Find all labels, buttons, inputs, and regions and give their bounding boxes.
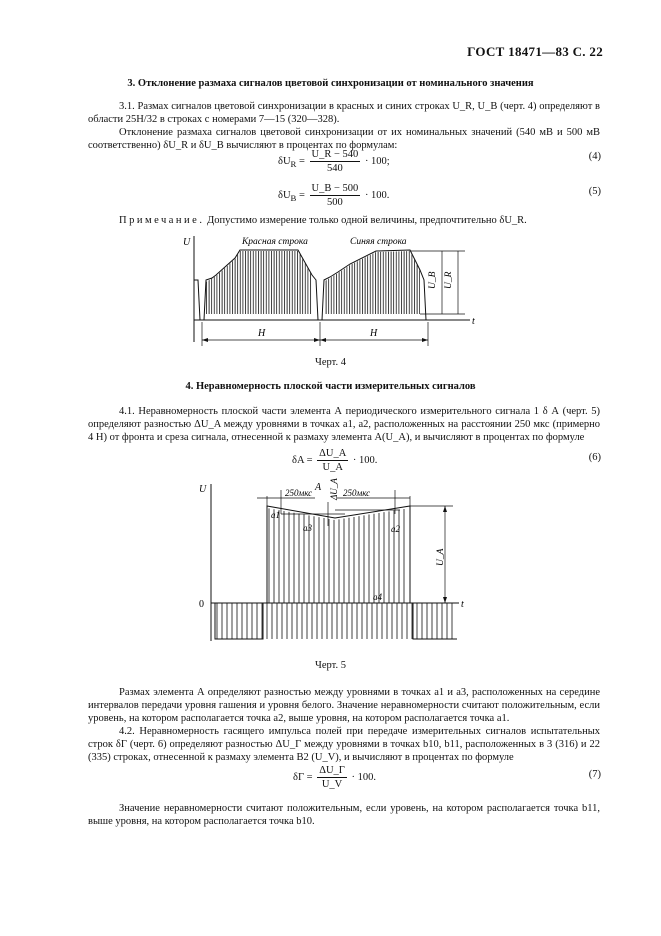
fig5-dim-left: 250мкс bbox=[285, 488, 313, 498]
formula-6-number: (6) bbox=[588, 452, 601, 463]
fig5-label-ua: U_A bbox=[436, 548, 446, 566]
paragraph-last: Значение неравномерности считают положительным, если уровень, на котором располагается точка b11, выше уровня, на котором располагается точка b10. bbox=[88, 803, 600, 827]
fig5-zero: 0 bbox=[199, 599, 204, 610]
formula-7: δГ = $\frac{\Delta U\_Г}{U\_V}$ · 100. bbox=[293, 765, 376, 790]
section-4-title: 4. Неравномерность плоской части измерительных сигналов bbox=[185, 381, 476, 392]
paragraph-razmah: Размах элемента А определяют разностью между уровнями в точках a1 и a3, расположенных на середине интервалов передачи уровня гашения и уровня белого. Значение неравномерности считают положительным, если уровень, на котором располагается точка a2, выше уровня, на котором располагается точка a1. bbox=[88, 687, 600, 724]
paragraph-3-1: 3.1. Размах сигналов цветовой синхронизации в красных и синих строках U_R, U_B (черт. 4) определяют в области 25H/32 в строках с номерами 7—15 (320—328). bbox=[88, 101, 600, 125]
fig4-label-red: Красная строка bbox=[242, 237, 308, 247]
note-text: Допустимо измерение только одной величины, предпочтительно δU_R. bbox=[207, 215, 527, 226]
fig4-axis-u: U bbox=[183, 237, 191, 248]
fig5-axis-t: t bbox=[461, 599, 464, 610]
formula-4-number: (4) bbox=[588, 151, 601, 162]
fig4-label-ub: U_B bbox=[428, 271, 438, 289]
note-label: Примечание. bbox=[119, 215, 205, 226]
fig5-point-a2: a2 bbox=[391, 524, 400, 534]
fig5-label-a: A bbox=[315, 482, 322, 493]
paragraph-3-1-deviation: Отклонение размаха сигналов цветовой синхронизации от их номинальных значений (540 мВ и 500 мВ соответственно) δU_R и δU_B вычисляют в процентах по формулам: bbox=[88, 127, 600, 151]
fig5-label-dua: ΔU_A bbox=[329, 478, 339, 500]
figure-4-caption: Черт. 4 bbox=[315, 357, 346, 368]
fig4-label-h2: H bbox=[370, 328, 378, 339]
note bbox=[88, 214, 600, 227]
section-3-title: 3. Отклонение размаха сигналов цветовой синхронизации от номинального значения bbox=[127, 78, 534, 89]
paragraph-4-1: 4.1. Неравномерность плоской части элемента А периодического измерительного сигнала 1 δ А (черт. 5) определяют разностью ΔU_A между уровнями в точках a1, a2, расположенных на расстоянии 250 мкс (примерно 4 H) от фронта и среза сигнала, отнесенной к размаху элемента А(U_A), и вычисляют в процентах по формуле bbox=[88, 406, 600, 443]
formula-5: $\delta U_B$ = $\frac{U\_B - 500}{500}$ · 100. bbox=[278, 183, 390, 208]
figure-4-waveform bbox=[180, 230, 490, 352]
figure-5-caption: Черт. 5 bbox=[315, 660, 346, 671]
fig5-dim-right: 250мкс bbox=[343, 488, 371, 498]
formula-5-number: (5) bbox=[588, 186, 601, 197]
fig5-axis-u: U bbox=[199, 484, 207, 495]
fig4-red-line-burst bbox=[206, 251, 312, 314]
fig4-axis-t: t bbox=[472, 316, 475, 327]
fig4-label-ur: U_R bbox=[444, 271, 454, 289]
figure-5-waveform bbox=[195, 476, 475, 646]
fig4-label-blue: Синяя строка bbox=[350, 237, 407, 247]
fig5-point-a1: a1 bbox=[271, 510, 280, 520]
page-header: ГОСТ 18471—83 С. 22 bbox=[467, 44, 603, 59]
fig4-label-h1: H bbox=[258, 328, 266, 339]
paragraph-4-2: 4.2. Неравномерность гасящего импульса полей при передаче измерительных сигналов испытательных строк δГ (черт. 6) определяют разностью ΔU_Г между уровнями в точках b10, b11, расположенных в 3 (316) и 22 (335) строках, отнесенной к размаху элемента В2 (U_V), и вычисляют в процентах по формуле bbox=[88, 726, 600, 763]
fig5-point-a3: a3 bbox=[303, 523, 312, 533]
fig5-point-a4: a4 bbox=[373, 592, 382, 602]
formula-7-number: (7) bbox=[588, 769, 601, 780]
formula-6: δA = $\frac{\Delta U\_A}{U\_A}$ · 100. bbox=[292, 448, 378, 473]
fig4-blue-line-burst bbox=[325, 251, 420, 314]
formula-4: $\delta U_R$ = $\frac{U\_R - 540}{540}$ · 100; bbox=[278, 149, 390, 174]
